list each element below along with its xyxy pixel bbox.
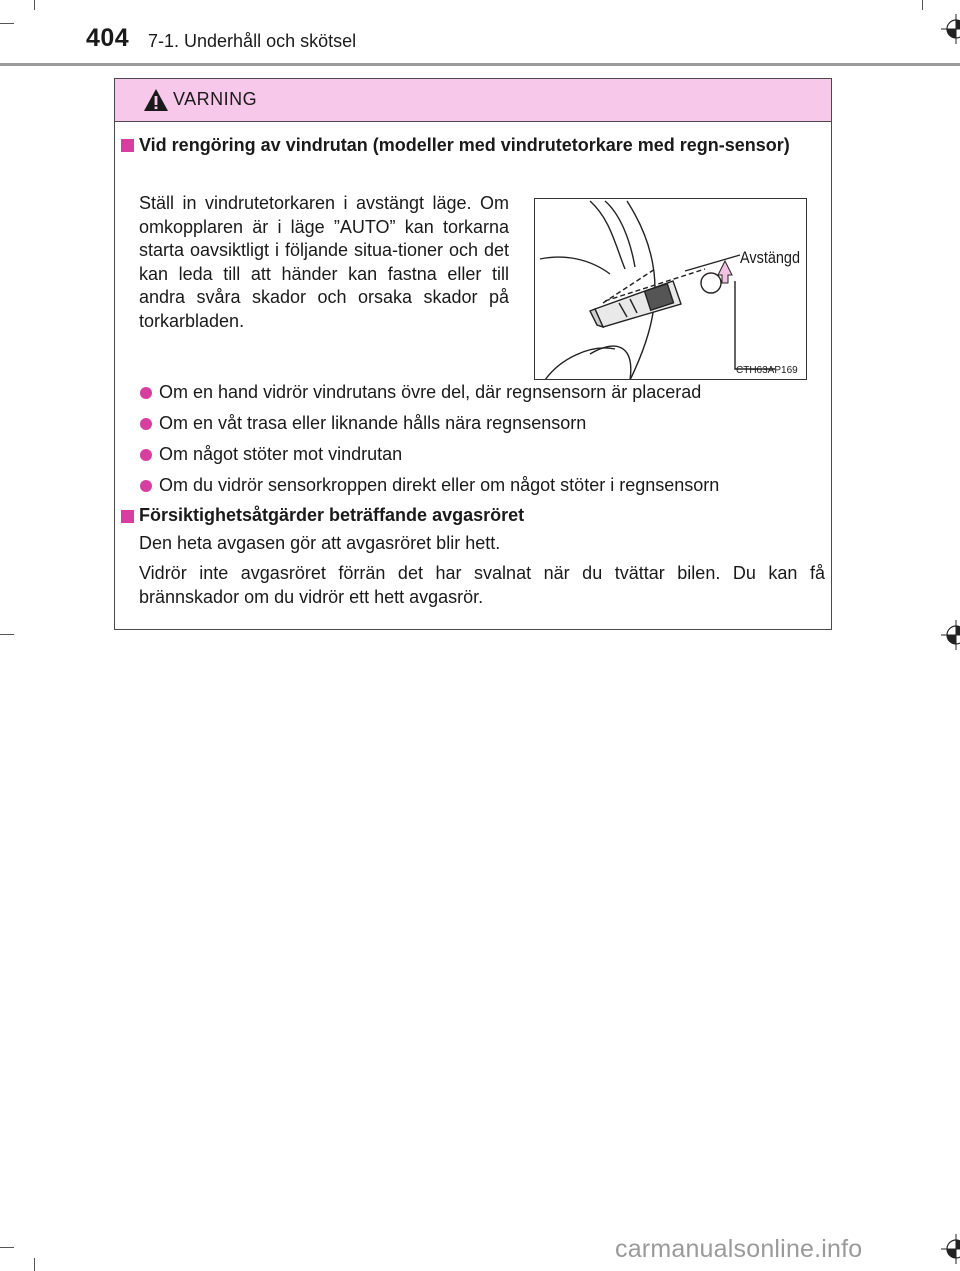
section-intro-paragraph: Ställ in vindrutetorkaren i avstängt läge. Om omkopplaren är i läge ”AUTO” kan torkarna starta oavsiktligt i följande situa-tioner och det kan leda till att händer kan fastna eller till andra svåra skador och orsaka skador på torkarbladen. (139, 193, 509, 331)
registration-mark-top-right (941, 14, 960, 44)
crop-mark-top-right (922, 0, 923, 10)
bullet-item-3: Om något stöter mot vindrutan (159, 444, 403, 464)
page-number: 404 (86, 24, 130, 52)
heading-square-marker (121, 139, 134, 152)
bullet-dot (140, 480, 152, 492)
figure-code: CTH63AP169 (736, 365, 798, 376)
wiper-lever-drawing (535, 199, 807, 380)
crop-mark-bottom-left-v (34, 1258, 35, 1271)
watermark-text: carmanualsonline.info (615, 1235, 863, 1263)
bullet-item-1: Om en hand vidrör vindrutans övre del, där regnsensorn är placerad (159, 382, 702, 402)
crop-mark-mid-left (0, 634, 14, 635)
crop-mark-top-left (0, 23, 14, 24)
section-title: 7-1. Underhåll och skötsel (148, 31, 357, 51)
heading-square-marker (121, 510, 134, 523)
warning-triangle-icon (143, 88, 169, 112)
warning-title: VARNING (173, 89, 258, 109)
section-heading-windshield: Vid rengöring av vindrutan (modeller med vindrutetorkare med regn-sensor) (139, 135, 790, 155)
crop-mark-bottom-left (0, 1247, 14, 1248)
figure-label-off: Avstängd (740, 248, 800, 267)
bullet-dot (140, 449, 152, 461)
bullet-item-4: Om du vidrör sensorkroppen direkt eller om något stöter i regnsensorn (159, 475, 720, 495)
bullet-dot (140, 387, 152, 399)
bullet-item-2: Om en våt trasa eller liknande hålls nära regnsensorn (159, 413, 587, 433)
bullet-dot (140, 418, 152, 430)
exhaust-paragraph-2: Vidrör inte avgasröret förrän det har svalnat när du tvättar bilen. Du kan få brännskador om du vidrör ett hett avgasrör. (139, 563, 825, 607)
exhaust-paragraph-1: Den heta avgasen gör att avgasröret blir hett. (139, 533, 501, 553)
wiper-switch-illustration (534, 198, 807, 380)
registration-mark-bottom-right (941, 1234, 960, 1264)
header-rule (0, 63, 960, 66)
registration-mark-mid-right (941, 620, 960, 650)
warning-header (115, 79, 831, 122)
crop-mark-top-left-v (34, 0, 35, 10)
section-heading-exhaust: Försiktighetsåtgärder beträffande avgasröret (139, 505, 525, 525)
